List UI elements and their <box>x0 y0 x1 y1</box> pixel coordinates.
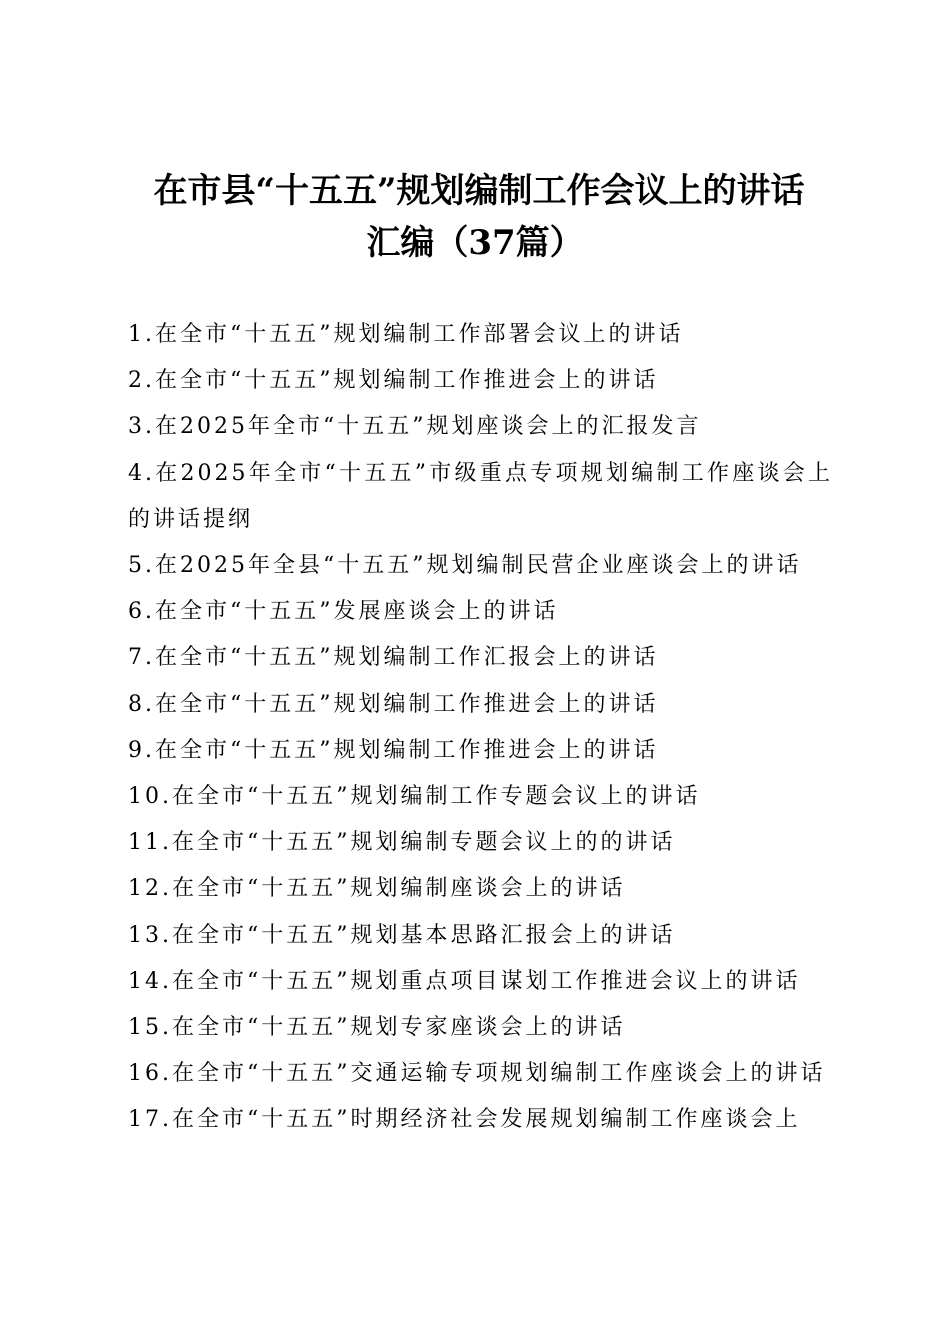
toc-item: 10.在全市“十五五”规划编制工作专题会议上的讲话 <box>128 784 701 810</box>
toc-item: 2.在全市“十五五”规划编制工作推进会上的讲话 <box>128 368 659 394</box>
toc-item: 4.在2025年全市“十五五”市级重点专项规划编制工作座谈会上的讲话提纲 <box>128 460 833 532</box>
toc-item: 3.在2025年全市“十五五”规划座谈会上的汇报发言 <box>128 414 702 440</box>
toc-item: 12.在全市“十五五”规划编制座谈会上的讲话 <box>128 876 626 902</box>
table-of-contents <box>128 312 833 1144</box>
toc-item: 11.在全市“十五五”规划编制专题会议上的的讲话 <box>128 830 676 856</box>
title-line-1: 在市县“十五五”规划编制工作会议上的讲话 <box>153 171 805 211</box>
toc-item: 1.在全市“十五五”规划编制工作部署会议上的讲话 <box>128 322 684 347</box>
toc-item: 17.在全市“十五五”时期经济社会发展规划编制工作座谈会上 <box>128 1107 801 1133</box>
toc-item: 6.在全市“十五五”发展座谈会上的讲话 <box>128 599 559 625</box>
toc-item: 5.在2025年全县“十五五”规划编制民营企业座谈会上的讲话 <box>128 553 802 579</box>
title-line-2: 汇编（37篇） <box>366 223 584 263</box>
toc-item: 13.在全市“十五五”规划基本思路汇报会上的讲话 <box>128 922 676 948</box>
toc-item: 16.在全市“十五五”交通运输专项规划编制工作座谈会上的讲话 <box>128 1061 826 1087</box>
document-title <box>0 165 950 269</box>
toc-item: 8.在全市“十五五”规划编制工作推进会上的讲话 <box>128 691 659 717</box>
toc-item: 9.在全市“十五五”规划编制工作推进会上的讲话 <box>128 737 659 763</box>
toc-item: 15.在全市“十五五”规划专家座谈会上的讲话 <box>128 1015 626 1041</box>
toc-item: 14.在全市“十五五”规划重点项目谋划工作推进会议上的讲话 <box>128 968 801 994</box>
toc-item: 7.在全市“十五五”规划编制工作汇报会上的讲话 <box>128 645 659 671</box>
